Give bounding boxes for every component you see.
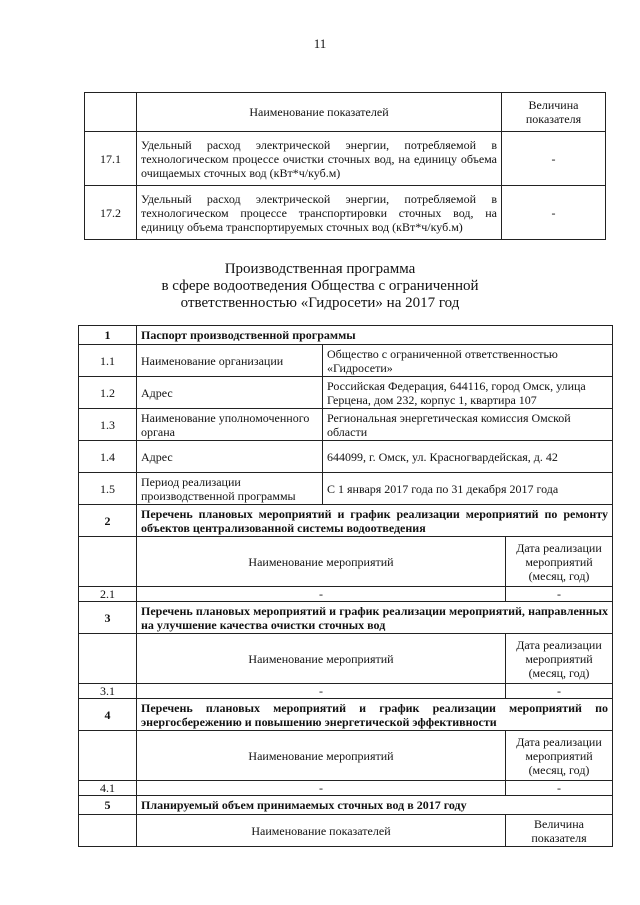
section-heading: Перечень плановых мероприятий и график реализации мероприятий по энергосбережению и повышению энергетической эффективности xyxy=(137,699,613,731)
row-value: - xyxy=(502,132,606,186)
row-name: - xyxy=(137,587,506,602)
row-num: 17.2 xyxy=(85,186,137,240)
row-label: Адрес xyxy=(137,441,323,473)
section-title-line: Производственная программа xyxy=(224,261,416,277)
row-label: Наименование уполномоченного органа xyxy=(137,409,323,441)
row-num: 1.2 xyxy=(79,377,137,409)
section-row-1 xyxy=(79,326,613,345)
section-title-line: в сфере водоотведения Общества с ограниченной xyxy=(161,278,479,294)
table-row xyxy=(79,684,613,699)
section-num: 1 xyxy=(79,326,137,345)
row-name: - xyxy=(137,684,506,699)
section-title xyxy=(0,261,640,312)
section-heading: Перечень плановых мероприятий и график реализации мероприятий, направленных на улучшение качества очистки сточных вод xyxy=(137,602,613,634)
table-row xyxy=(85,132,606,186)
row-num: 1.4 xyxy=(79,441,137,473)
table-row xyxy=(79,345,613,377)
section-heading: Паспорт производственной программы xyxy=(137,326,613,345)
header-value-cell: Величина показателя xyxy=(502,93,606,132)
header-name-cell: Наименование показателей xyxy=(137,815,506,847)
header-name-cell: Наименование мероприятий xyxy=(137,634,506,684)
row-label: Период реализации производственной программы xyxy=(137,473,323,505)
header-num-cell xyxy=(79,815,137,847)
row-num: 4.1 xyxy=(79,781,137,796)
table-row xyxy=(79,409,613,441)
section-row-5 xyxy=(79,796,613,815)
row-num: 2.1 xyxy=(79,587,137,602)
section-num: 3 xyxy=(79,602,137,634)
header-date-cell: Дата реализации мероприятий (месяц, год) xyxy=(506,537,613,587)
table-row xyxy=(79,441,613,473)
section-title-line: ответственностью «Гидросети» на 2017 год xyxy=(180,295,460,311)
event-header-row xyxy=(79,634,613,684)
header-date-cell: Дата реализации мероприятий (месяц, год) xyxy=(506,731,613,781)
row-date: - xyxy=(506,781,613,796)
section-row-2 xyxy=(79,505,613,537)
event-header-row xyxy=(79,731,613,781)
row-value: Общество с ограниченной ответственностью «Гидросети» xyxy=(323,345,613,377)
row-date: - xyxy=(506,587,613,602)
table-row xyxy=(85,186,606,240)
indicators-table xyxy=(84,92,606,240)
header-date-cell: Дата реализации мероприятий (месяц, год) xyxy=(506,634,613,684)
header-name-cell: Наименование мероприятий xyxy=(137,731,506,781)
page-number: 11 xyxy=(313,36,327,51)
row-num: 1.5 xyxy=(79,473,137,505)
table-header-row xyxy=(85,93,606,132)
row-num: 1.1 xyxy=(79,345,137,377)
row-label: Наименование организации xyxy=(137,345,323,377)
event-header-row xyxy=(79,537,613,587)
production-program-table xyxy=(78,325,613,847)
row-value: С 1 января 2017 года по 31 декабря 2017 года xyxy=(323,473,613,505)
section-num: 2 xyxy=(79,505,137,537)
header-value-cell: Величина показателя xyxy=(506,815,613,847)
section-num: 4 xyxy=(79,699,137,731)
header-name-cell: Наименование показателей xyxy=(137,93,502,132)
header-num-cell xyxy=(85,93,137,132)
row-value: - xyxy=(502,186,606,240)
table-row xyxy=(79,781,613,796)
row-name: - xyxy=(137,781,506,796)
row-text: Удельный расход электрической энергии, потребляемой в технологическом процессе транспортировки сточных вод, на единицу объема транспортируемых сточных вод (кВт*ч/куб.м) xyxy=(137,186,502,240)
row-label: Адрес xyxy=(137,377,323,409)
row-text: Удельный расход электрической энергии, потребляемой в технологическом процессе очистки сточных вод, на единицу объема очищаемых сточных вод (кВт*ч/куб.м) xyxy=(137,132,502,186)
row-date: - xyxy=(506,684,613,699)
header-num-cell xyxy=(79,634,137,684)
section-row-3 xyxy=(79,602,613,634)
row-num: 3.1 xyxy=(79,684,137,699)
header-name-cell: Наименование мероприятий xyxy=(137,537,506,587)
section-row-4 xyxy=(79,699,613,731)
row-num: 1.3 xyxy=(79,409,137,441)
table-row xyxy=(79,377,613,409)
header-num-cell xyxy=(79,537,137,587)
row-num: 17.1 xyxy=(85,132,137,186)
row-value: Региональная энергетическая комиссия Омской области xyxy=(323,409,613,441)
section-heading: Планируемый объем принимаемых сточных вод в 2017 году xyxy=(137,796,613,815)
table-row xyxy=(79,473,613,505)
indicator-header-row xyxy=(79,815,613,847)
section-heading: Перечень плановых мероприятий и график реализации мероприятий по ремонту объектов централизованной системы водоотведения xyxy=(137,505,613,537)
header-num-cell xyxy=(79,731,137,781)
section-num: 5 xyxy=(79,796,137,815)
table-row xyxy=(79,587,613,602)
row-value: Российская Федерация, 644116, город Омск, улица Герцена, дом 232, корпус 1, квартира 107 xyxy=(323,377,613,409)
row-value: 644099, г. Омск, ул. Красногвардейская, д. 42 xyxy=(323,441,613,473)
